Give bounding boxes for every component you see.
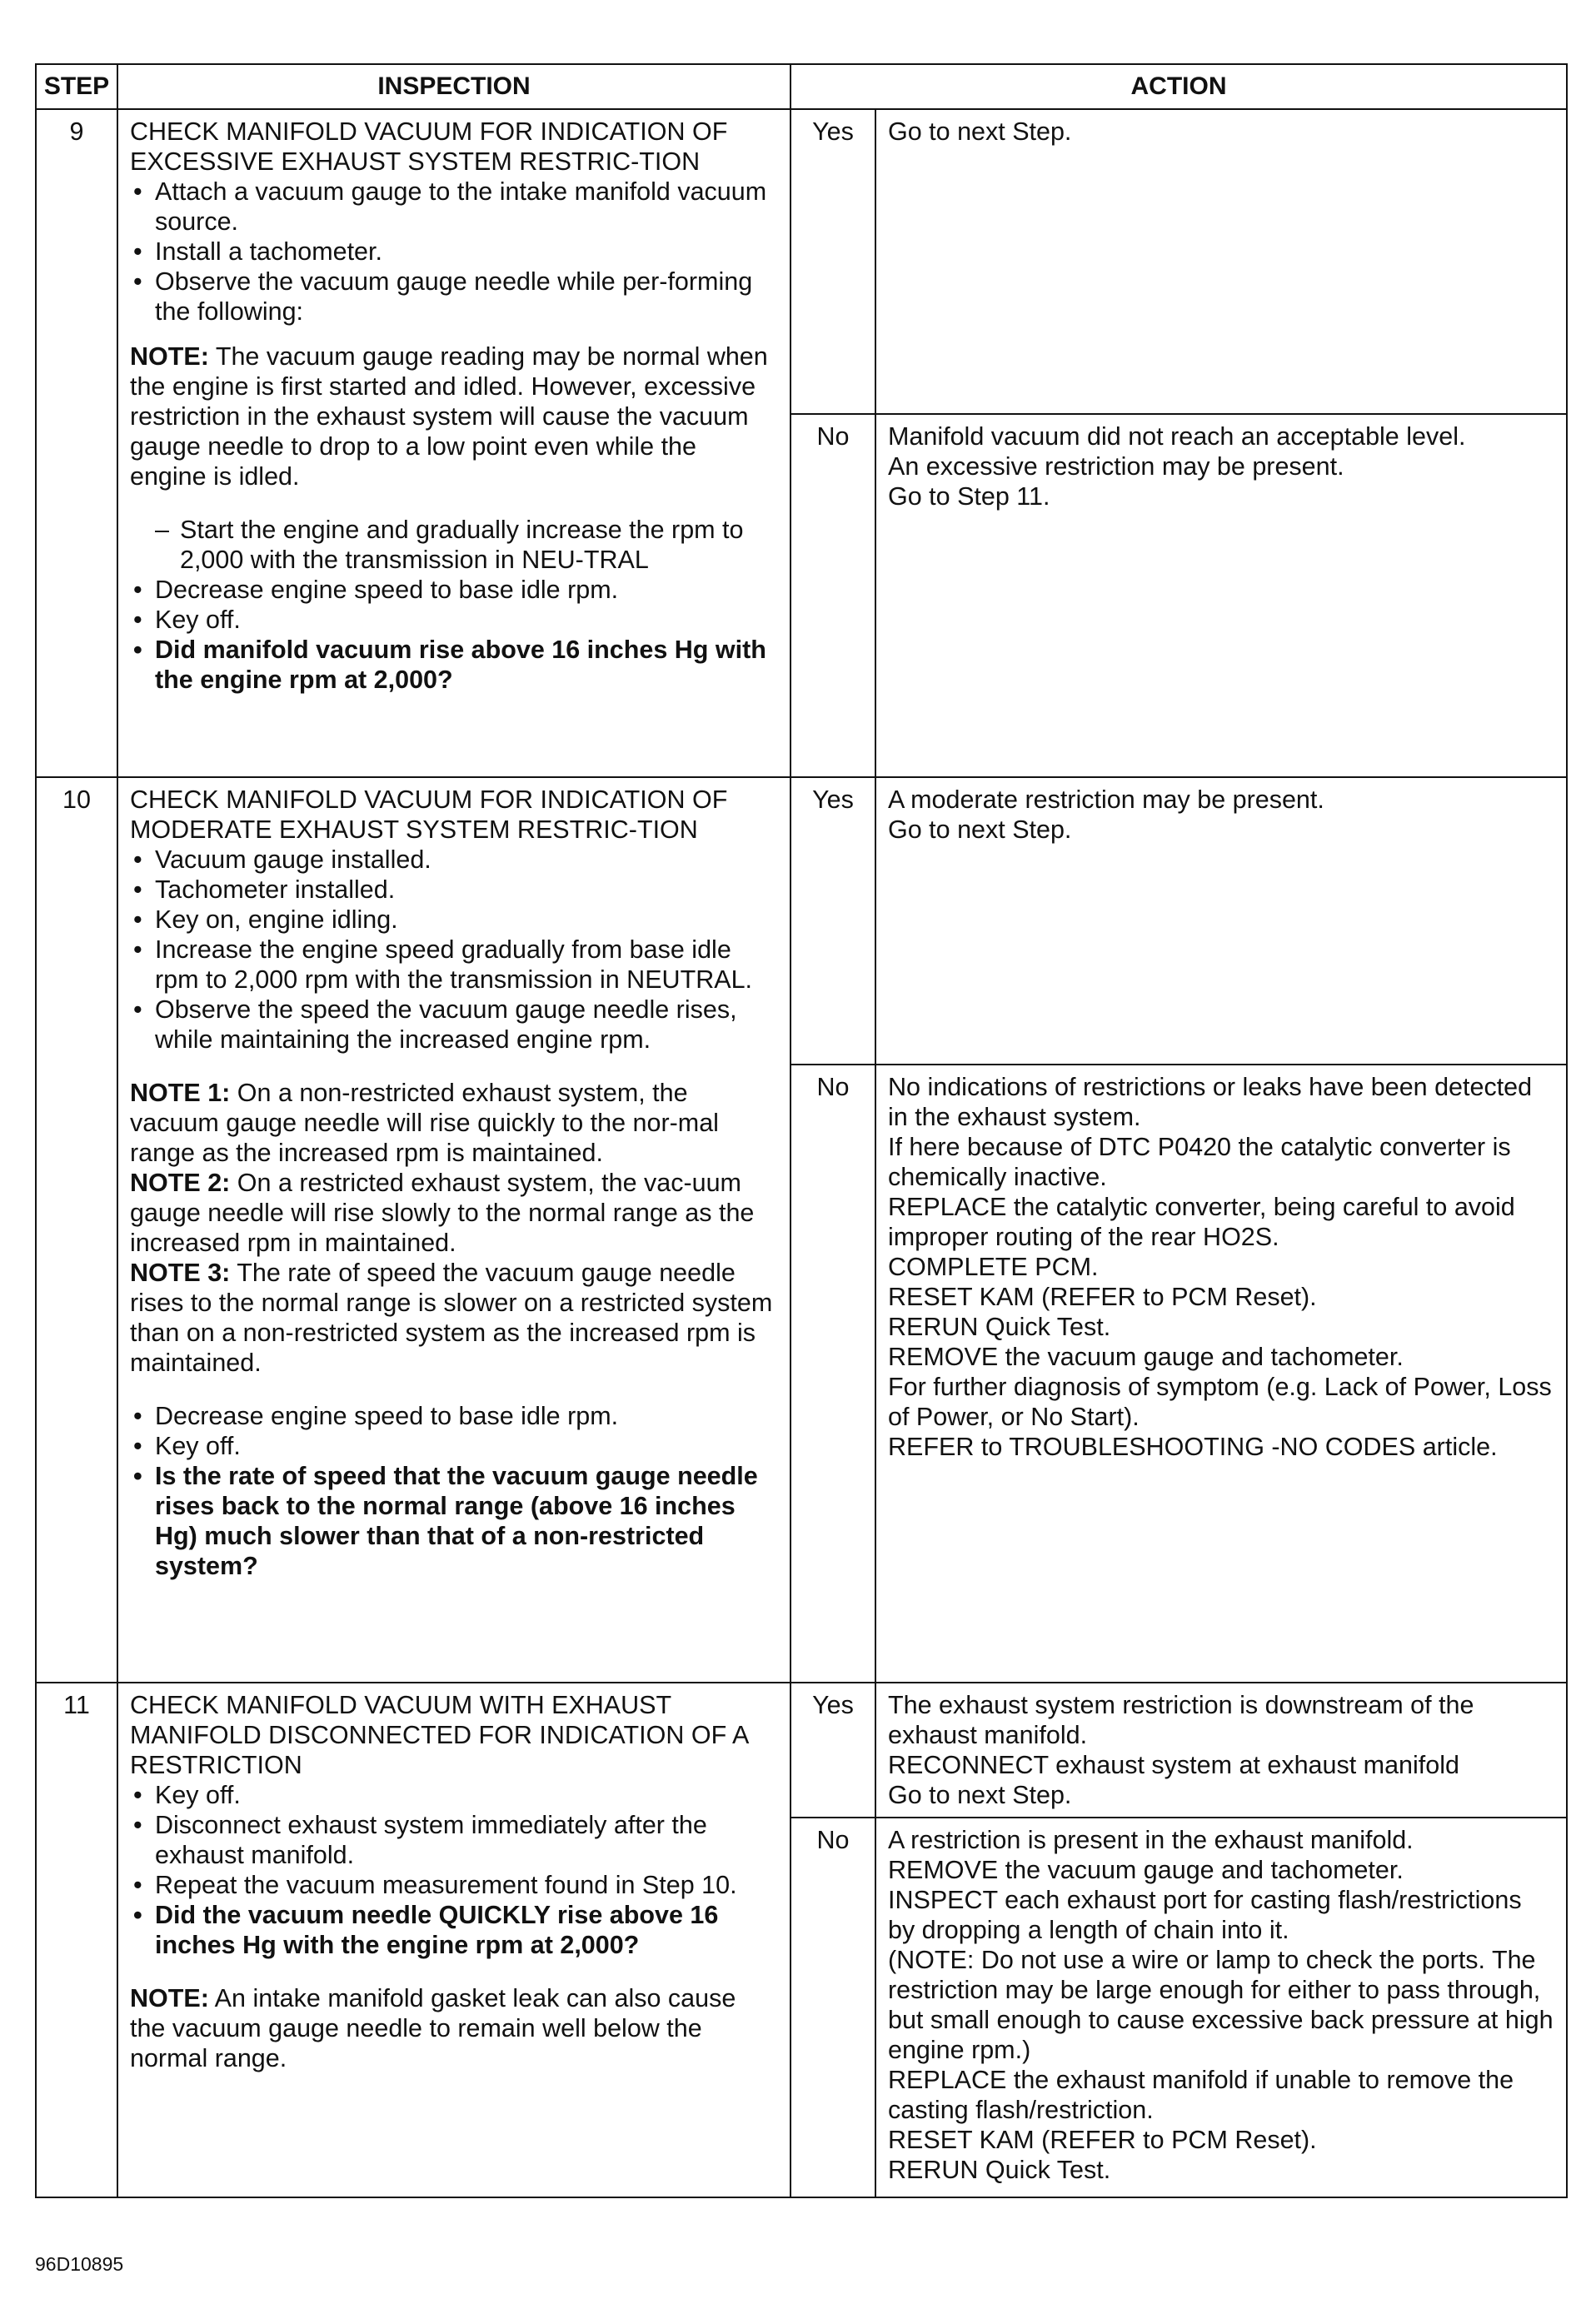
- question: • Did manifold vacuum rise above 16 inches Hg with the engine rpm at 2,000?: [130, 635, 778, 695]
- action-line: The exhaust system restriction is downstream of the exhaust manifold.: [888, 1691, 1474, 1749]
- step-10-yes-row: [36, 777, 1567, 1065]
- bullet-item: • Decrease engine speed to base idle rpm.: [130, 575, 778, 605]
- action-line: No indications of restrictions or leaks have been detected in the exhaust system.: [888, 1073, 1533, 1131]
- note-text: The vacuum gauge reading may be normal when the engine is first started and idled. However, excessive restriction in the exhaust system will cause the vacuum gauge needle to drop to a low point even while the engine is idled.: [130, 342, 768, 491]
- action-line: REPLACE the catalytic converter, being careful to avoid improper routing of the rear HO2S.: [888, 1193, 1515, 1251]
- question: • Did the vacuum needle QUICKLY rise above 16 inches Hg with the engine rpm at 2,000?: [130, 1900, 778, 1960]
- no-action: [875, 1818, 1567, 2197]
- action-line: RESET KAM (REFER to PCM Reset).: [888, 1283, 1317, 1311]
- note-label: NOTE 3:: [130, 1259, 231, 1287]
- action-line: RESET KAM (REFER to PCM Reset).: [888, 2126, 1317, 2154]
- bullet-list: [130, 575, 778, 695]
- no-label: No: [791, 414, 875, 777]
- bullet-list: [130, 845, 778, 1055]
- yes-label: Yes: [791, 1683, 875, 1818]
- note: [130, 1983, 778, 2073]
- bullet-item: • Key off.: [130, 605, 778, 635]
- bullet-list: [130, 1401, 778, 1581]
- yes-action: [875, 109, 1567, 414]
- yes-action: [875, 777, 1567, 1065]
- bullet-item: • Decrease engine speed to base idle rpm.: [130, 1401, 778, 1431]
- no-action: [875, 1065, 1567, 1683]
- no-label: No: [791, 1818, 875, 2197]
- header-action: ACTION: [791, 64, 1567, 109]
- action-line: REMOVE the vacuum gauge and tachometer.: [888, 1343, 1404, 1371]
- step-9-yes-row: [36, 109, 1567, 414]
- step-number: 10: [36, 777, 117, 1683]
- question: • Is the rate of speed that the vacuum gauge needle rises back to the normal range (above 16 inches Hg) much slower than that of a non-restricted system?: [130, 1461, 778, 1581]
- inspection-title: CHECK MANIFOLD VACUUM WITH EXHAUST MANIFOLD DISCONNECTED FOR INDICATION OF A RESTRICTION: [130, 1691, 748, 1779]
- action-line: (NOTE: Do not use a wire or lamp to check the ports. The restriction may be large enough for either to pass through, but small enough to cause excessive back pressure at high engine rpm.): [888, 1946, 1554, 2064]
- inspection-cell: [117, 1683, 791, 2197]
- action-line: Go to Step 11.: [888, 482, 1050, 511]
- note-text: On a restricted exhaust system, the vac-uum gauge needle will rise slowly to the normal range as the increased rpm in maintained.: [130, 1169, 755, 1257]
- no-label: No: [791, 1065, 875, 1683]
- bullet-item: • Key off.: [130, 1780, 778, 1810]
- bullet-item: • Key on, engine idling.: [130, 905, 778, 935]
- action-line: RERUN Quick Test.: [888, 1313, 1111, 1341]
- step-number: 11: [36, 1683, 117, 2197]
- header-step: STEP: [36, 64, 117, 109]
- bullet-item: • Observe the vacuum gauge needle while per-forming the following:: [130, 267, 778, 327]
- action-line: RECONNECT exhaust system at exhaust manifold: [888, 1751, 1459, 1779]
- action-line: REMOVE the vacuum gauge and tachometer.: [888, 1856, 1404, 1884]
- bullet-item: • Key off.: [130, 1431, 778, 1461]
- action-line: INSPECT each exhaust port for casting flash/restrictions by dropping a length of chain into it.: [888, 1886, 1522, 1944]
- inspection-cell: [117, 777, 791, 1683]
- action-line: Go to next Step.: [888, 1781, 1072, 1809]
- action-line: A restriction is present in the exhaust manifold.: [888, 1826, 1414, 1854]
- action-line: For further diagnosis of symptom (e.g. Lack of Power, Loss of Power, or No Start).: [888, 1373, 1552, 1431]
- action-line: A moderate restriction may be present.: [888, 785, 1324, 814]
- action-line: An excessive restriction may be present.: [888, 452, 1344, 481]
- action-line: Manifold vacuum did not reach an acceptable level.: [888, 422, 1466, 451]
- note-label: NOTE 1:: [130, 1079, 231, 1107]
- step-11-yes-row: [36, 1683, 1567, 1818]
- action-line: Go to next Step.: [888, 117, 1072, 146]
- yes-label: Yes: [791, 777, 875, 1065]
- bullet-item: • Tachometer installed.: [130, 875, 778, 905]
- note: [130, 342, 778, 491]
- note: [130, 1078, 778, 1168]
- action-line: COMPLETE PCM.: [888, 1253, 1099, 1281]
- bullet-list: [130, 1780, 778, 1960]
- action-line: RERUN Quick Test.: [888, 2156, 1111, 2184]
- note: [130, 1258, 778, 1378]
- bullet-list: [130, 177, 778, 327]
- note-text: On a non-restricted exhaust system, the vacuum gauge needle will rise quickly to the nor-mal range as the increased rpm is maintained.: [130, 1079, 719, 1167]
- bullet-item: • Install a tachometer.: [130, 237, 778, 267]
- header-inspection: INSPECTION: [117, 64, 791, 109]
- action-line: Go to next Step.: [888, 815, 1072, 844]
- inspection-title: CHECK MANIFOLD VACUUM FOR INDICATION OF MODERATE EXHAUST SYSTEM RESTRIC-TION: [130, 785, 728, 844]
- note-text: The rate of speed the vacuum gauge needle rises to the normal range is slower on a restricted system than on a non-restricted system as the increased rpm is maintained.: [130, 1259, 773, 1377]
- no-action: [875, 414, 1567, 777]
- note-text: An intake manifold gasket leak can also cause the vacuum gauge needle to remain well below the normal range.: [130, 1984, 736, 2072]
- bullet-item: • Disconnect exhaust system immediately after the exhaust manifold.: [130, 1810, 778, 1870]
- inspection-cell: [117, 109, 791, 777]
- note-label: NOTE 2:: [130, 1169, 231, 1197]
- header-row: [36, 64, 1567, 109]
- bullet-item: • Attach a vacuum gauge to the intake manifold vacuum source.: [130, 177, 778, 237]
- inspection-title: CHECK MANIFOLD VACUUM FOR INDICATION OF EXCESSIVE EXHAUST SYSTEM RESTRIC-TION: [130, 117, 728, 176]
- note-label: NOTE:: [130, 1984, 209, 2012]
- note: [130, 1168, 778, 1258]
- bullet-item: • Vacuum gauge installed.: [130, 845, 778, 875]
- note-label: NOTE:: [130, 342, 209, 371]
- bullet-item: • Increase the engine speed gradually from base idle rpm to 2,000 rpm with the transmission in NEUTRAL.: [130, 935, 778, 995]
- dash-item: – Start the engine and gradually increase the rpm to 2,000 with the transmission in NEU-TRAL: [130, 515, 778, 575]
- diagnostic-table: [35, 63, 1568, 2198]
- action-line: If here because of DTC P0420 the catalytic converter is chemically inactive.: [888, 1133, 1511, 1191]
- yes-action: [875, 1683, 1567, 1818]
- bullet-item: • Observe the speed the vacuum gauge needle rises, while maintaining the increased engine rpm.: [130, 995, 778, 1055]
- figure-id: 96D10895: [35, 2253, 124, 2275]
- step-number: 9: [36, 109, 117, 777]
- yes-label: Yes: [791, 109, 875, 414]
- action-line: REPLACE the exhaust manifold if unable to remove the casting flash/restriction.: [888, 2066, 1514, 2124]
- bullet-item: • Repeat the vacuum measurement found in Step 10.: [130, 1870, 778, 1900]
- action-line: REFER to TROUBLESHOOTING -NO CODES article.: [888, 1433, 1498, 1461]
